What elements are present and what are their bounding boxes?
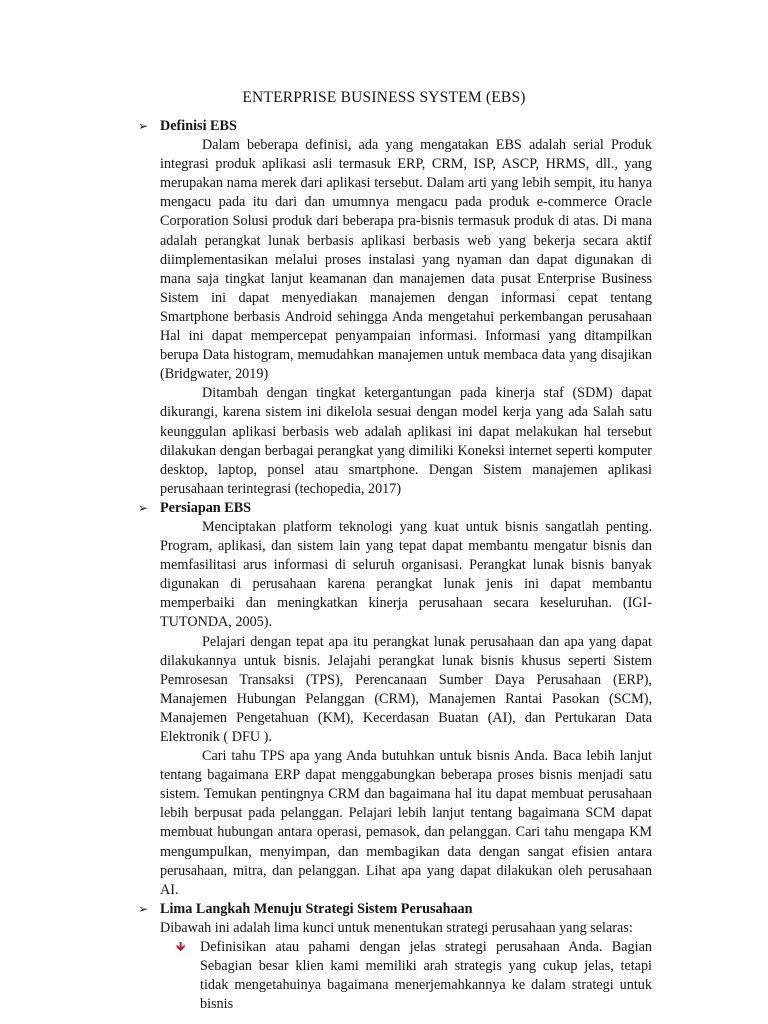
document-body <box>138 117 652 1014</box>
section-heading-text: Persiapan EBS <box>160 499 252 516</box>
section-lima-langkah <box>138 900 652 1015</box>
section-heading-text: Lima Langkah Menuju Strategi Sistem Perusahaan <box>160 900 473 917</box>
section-intro: Dibawah ini adalah lima kunci untuk menentukan strategi perusahaan yang selaras: <box>160 919 633 936</box>
list-item <box>176 938 652 1014</box>
down-arrow-bullet-icon: 🡻 <box>176 940 186 956</box>
document-title: ENTERPRISE BUSINESS SYSTEM (EBS) <box>242 89 526 106</box>
section-heading <box>138 499 652 518</box>
paragraph: Menciptakan platform teknologi yang kuat untuk bisnis sangatlah penting. Program, aplikasi, dan sistem lain yang tepat dapat membantu mengatur bisnis dan memfasilitasi arus informasi di seluruh organisasi. Perangkat lunak bisnis banyak digunakan di perusahaan karena perangkat lunak jenis ini dapat membantu memperbaiki dan meningkatkan kinerja perusahaan secara keseluruhan. (IGI-TUTONDA, 2005). <box>160 518 652 631</box>
section-heading <box>138 117 652 136</box>
paragraph: Ditambah dengan tingkat ketergantungan pada kinerja staf (SDM) dapat dikurangi, karena sistem ini dikelola sesuai dengan model kerja yang ada Salah satu keunggulan aplikasi berbasis web adalah aplikasi ini dapat melakukan hal tersebut dilakukan dengan berbagai perangkat yang dimiliki Koneksi internet seperti komputer desktop, laptop, ponsel atau smartphone. Dengan Sistem manajemen aplikasi perusahaan terintegrasi (techopedia, 2017) <box>160 385 652 497</box>
arrow-bullet-icon: ➢ <box>138 901 149 916</box>
paragraph: Dalam beberapa definisi, ada yang mengatakan EBS adalah serial Produk integrasi produk aplikasi asli termasuk ERP, CRM, ISP, ASCP, HRMS, dll., yang merupakan nama merek dari aplikasi tersebut. Dalam arti yang lebih sempit, itu hanya mengacu pada itu dari dan umumnya mengacu pada produk e-commerce Oracle Corporation Solusi produk dari beberapa pra-bisnis termasuk produk di atas. Di mana adalah perangkat lunak berbasis aplikasi berbasis web yang bekerja secara aktif diimplementasikan melalui proses instalasi yang nyaman dan dapat digunakan di mana saja tingkat lanjut keamanan dan manajemen data pusat Enterprise Business Sistem ini dapat menyediakan manajemen dengan informasi cepat tentang Smartphone berbasis Android sehingga Anda mengetahui perkembangan perusahaan Hal ini dapat mempercepat penyampaian informasi. Informasi yang ditampilkan berupa Data histogram, memudahkan manajemen untuk membaca data yang disajikan (Bridgwater, 2019) <box>160 137 652 383</box>
section-persiapan <box>138 499 652 900</box>
section-definisi <box>138 117 652 499</box>
section-heading <box>138 900 652 919</box>
arrow-bullet-icon: ➢ <box>138 119 149 133</box>
arrow-bullet-icon: ➢ <box>138 500 149 515</box>
section-heading-text: Definisi EBS <box>160 118 237 134</box>
paragraph: Cari tahu TPS apa yang Anda butuhkan untuk bisnis Anda. Baca lebih lanjut tentang bagaimana ERP dapat menggabungkan beberapa proses bisnis menjadi satu sistem. Temukan pentingnya CRM dan bagaimana hal itu dapat membuat perusahaan lebih berpusat pada pelanggan. Pelajari lebih lanjut tentang bagaimana SCM dapat membuat hubungan antara operasi, pemasok, dan pelanggan. Cari tahu mengapa KM mengumpulkan, menyimpan, dan membagikan data dengan sangat efisien antara perusahaan, mitra, dan pelanggan. Lihat apa yang dapat dilakukan oleh perusahaan AI. <box>160 748 652 898</box>
paragraph: Pelajari dengan tepat apa itu perangkat lunak perusahaan dan apa yang dapat dilakukannya untuk bisnis. Jelajahi perangkat lunak bisnis khusus seperti Sistem Pemrosesan Transaksi (TPS), Perencanaan Sumber Daya Perusahaan (ERP), Manajemen Hubungan Pelanggan (CRM), Manajemen Rantai Pasokan (SCM), Manajemen Pengetahuan (KM), Kecerdasan Buatan (AI), dan Pertukaran Data Elektronik ( DFU ). <box>160 633 652 745</box>
list-item-text: Definisikan atau pahami dengan jelas strategi perusahaan Anda. Bagian Sebagian besar klien kami memiliki arah strategis yang cukup jelas, tetapi tidak mengetahuinya bagaimana menerjemahkannya ke dalam strategi untuk bisnis <box>200 939 652 1013</box>
